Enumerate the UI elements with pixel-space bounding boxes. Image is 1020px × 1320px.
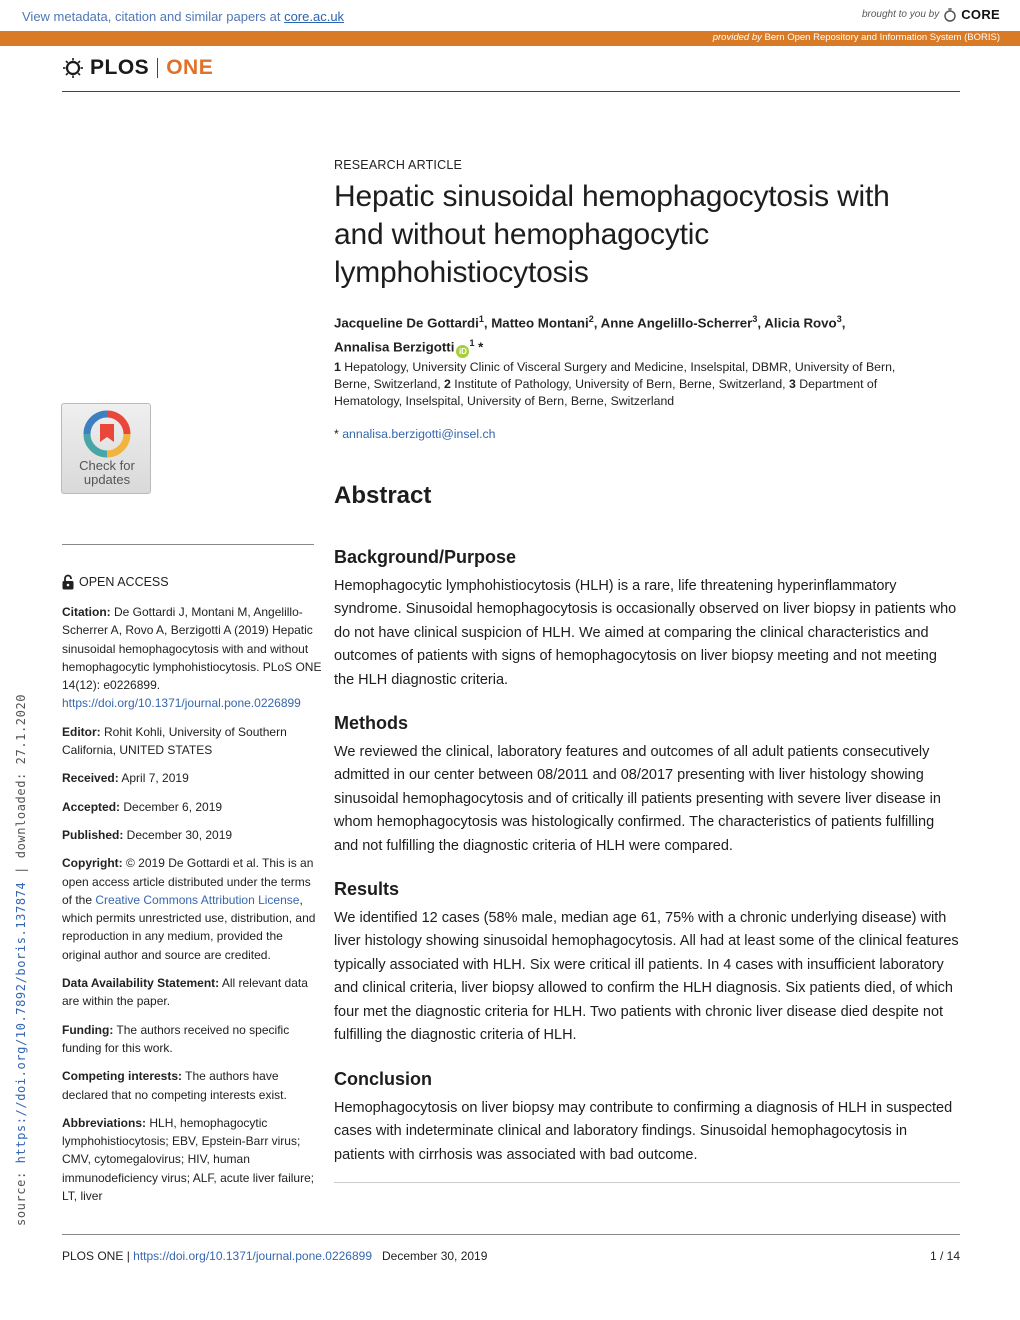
provided-by-label: provided by — [712, 32, 762, 43]
article-metadata — [62, 603, 322, 1215]
source-doi-link[interactable]: https://doi.org/10.7892/boris.137874 — [14, 881, 28, 1164]
funding-block — [62, 1021, 322, 1058]
badge-line: updates — [83, 472, 131, 487]
one-wordmark: ONE — [166, 56, 214, 79]
core-link[interactable]: core.ac.uk — [284, 9, 345, 24]
sidebar-divider — [62, 544, 314, 545]
provided-by-text — [713, 32, 1000, 43]
data-availability-label: Data Availability Statement: — [62, 976, 220, 991]
conclusion-text: Hemophagocytosis on liver biopsy may contribute to confirming a diagnosis of HLH in suspected cases with indeterminate clinical and laboratory findings. Sinusoidal hemophagocytosis in patients with cirrhosis was associated with bad outcome. — [334, 1100, 953, 1163]
core-metadata-line — [22, 9, 344, 24]
author-name[interactable]: Annalisa Berzigotti — [334, 339, 455, 355]
open-access-text: OPEN ACCESS — [79, 575, 169, 589]
lock-icon — [62, 574, 74, 590]
editor-label: Editor: — [62, 724, 101, 739]
affiliation-number: 1 — [334, 360, 341, 374]
funding-text: The authors received no specific funding for this work. — [62, 1022, 290, 1055]
author-name[interactable]: , Matteo Montani — [483, 315, 589, 331]
core-name: CORE — [961, 7, 1000, 22]
competing-interests-block — [62, 1067, 322, 1104]
core-brand[interactable] — [862, 7, 1000, 22]
abstract-divider — [334, 1182, 960, 1183]
badge-line: Check for — [79, 458, 135, 473]
affiliation-text: Department of Hematology, Inselspital, University of Bern, Berne, Switzerland — [334, 377, 878, 408]
author-name[interactable]: Jacqueline De Gottardi — [334, 315, 479, 331]
article-title: Hepatic sinusoidal hemophagocytosis with and without hemophagocytic lymphohistiocytosis — [334, 180, 890, 289]
received-block — [62, 769, 322, 787]
affiliation-number: 2 — [444, 377, 451, 391]
open-access-label — [62, 574, 169, 590]
background-text: Hemophagocytic lymphohistiocytosis (HLH) is a rare, life threatening hyperinflammatory syndrome. Sinusoidal hemophagocytosis is occasionally observed on liver biopsy in patients who do not have clinical suspicion of HLH. We aimed at comparing the clinical characteristics and outcomes of patients with signs of hemophagocytosis on liver biopsy meeting and not meeting the HLH diagnostic criteria. — [334, 578, 957, 688]
plos-wordmark: PLOS — [90, 56, 150, 79]
accepted-date: December 6, 2019 — [120, 799, 223, 814]
provided-by-source[interactable]: Bern Open Repository and Information System (BORIS) — [761, 32, 1000, 43]
methods-heading: Methods — [334, 713, 408, 733]
received-label: Received: — [62, 771, 119, 786]
competing-interests-text: The authors have declared that no competing interests exist. — [62, 1069, 287, 1102]
check-for-updates-badge[interactable] — [61, 403, 151, 494]
core-metadata-text: View metadata, citation and similar papers at — [22, 9, 285, 24]
accepted-block — [62, 798, 322, 816]
citation-block — [62, 603, 322, 713]
source-prefix: source: — [14, 1163, 28, 1226]
conclusion-heading: Conclusion — [334, 1069, 432, 1089]
footer-journal: PLOS ONE | — [62, 1249, 134, 1263]
published-block — [62, 826, 322, 844]
editor-text: Rohit Kohli, University of Southern California, UNITED STATES — [62, 724, 287, 758]
footer-date: December 30, 2019 — [382, 1249, 488, 1263]
abbreviations-block — [62, 1114, 322, 1205]
data-availability-text: All relevant data are within the paper. — [62, 976, 308, 1009]
check-for-updates-icon — [83, 410, 131, 458]
citation-label: Citation: — [62, 605, 111, 619]
results-heading: Results — [334, 879, 400, 899]
core-logo-icon — [943, 8, 957, 22]
orcid-icon[interactable]: iD — [456, 345, 469, 358]
affiliation-mark: 2 — [588, 314, 594, 324]
data-availability-block — [62, 974, 322, 1011]
brought-by-text: brought to you by — [861, 9, 940, 20]
editor-block — [62, 723, 322, 760]
email-star: * — [334, 427, 343, 441]
logo-separator — [157, 58, 158, 78]
funding-label: Funding: — [62, 1022, 114, 1037]
abbreviations-text: HLH, hemophagocytic lymphohistiocytosis; EBV, Epstein-Barr virus; CMV, cytomegalovirus; HIV, human immunodeficiency virus; ALF, acute liver failure; LT, liver — [62, 1115, 315, 1204]
abbreviations-label: Abbreviations: — [62, 1115, 147, 1130]
affiliation-text: Hepatology, University Clinic of Visceral Surgery and Medicine, Inselspital, DBMR, University of Bern, Berne, Switzerland, — [334, 360, 896, 391]
affiliation-mark: 3 — [836, 314, 842, 324]
footer-doi-link[interactable]: https://doi.org/10.1371/journal.pone.0226899 — [133, 1249, 372, 1263]
copyright-label: Copyright: — [62, 856, 123, 871]
source-stamp — [14, 694, 28, 1226]
page-number: 1 / 14 — [929, 1249, 960, 1263]
header-divider — [62, 91, 960, 92]
footer-divider — [62, 1234, 960, 1235]
page-footer — [62, 1249, 487, 1263]
copyright-text: © 2019 De Gottardi et al. This is an open access article distributed under the terms of the — [62, 856, 314, 907]
results-text: We identified 12 cases (58% male, median age 61, 75% with a chronic underlying disease) with liver histology showing sinusoidal hemophagocytosis. All had at least some of the clinical features typically associated with HLH. Six were critical ill patients. In 4 cases with insufficient laboratory and clinical criteria, liver biopsy allowed to confirm the HLH diagnosis. Six patients died, of which four met the diagnostic criteria for HLH. Two patients with chronic liver disease died despite not fulfilling the diagnostic criteria of HLH. — [334, 910, 959, 1044]
author-name[interactable]: , Anne Angelillo-Scherrer — [593, 315, 753, 331]
methods-text: We reviewed the clinical, laboratory features and outcomes of all adult patients consecutively admitted in our center between 08/2011 and 08/2017 presenting with liver histology showing sinusoidal hemophagocytosis and of critically ill patients presenting with severe liver disease in whom hemophagocytosis was histologically confirmed. The characteristics of patients fulfilling and not fulfilling the diagnostic criteria of HLH were compared. — [334, 744, 941, 854]
author-name[interactable]: , Alicia Rovo — [757, 315, 837, 331]
copyright-text: , which permits unrestricted use, distribution, and reproduction in any medium, provided the original author and source are credited. — [62, 892, 316, 962]
published-label: Published: — [62, 827, 124, 842]
citation-doi-link[interactable]: https://doi.org/10.1371/journal.pone.0226899 — [62, 696, 301, 711]
affiliation-mark: 1 — [469, 338, 475, 349]
published-date: December 30, 2019 — [123, 827, 233, 842]
corresponding-email — [334, 427, 496, 441]
accepted-label: Accepted: — [62, 799, 121, 814]
affiliation-number: 3 — [789, 377, 796, 391]
abstract-heading: Abstract — [334, 482, 432, 509]
affiliation-mark: 1 — [478, 314, 484, 324]
source-suffix: | downloaded: 27.1.2020 — [14, 693, 28, 882]
received-date: April 7, 2019 — [118, 771, 189, 786]
citation-text: De Gottardi J, Montani M, Angelillo-Scherrer A, Rovo A, Berzigotti A (2019) Hepatic sinusoidal hemophagocytosis with and without hemophagocytic lymphohistiocytosis. PLoS ONE 14(12): e0226899. — [62, 605, 322, 693]
plos-logo-icon — [62, 57, 84, 79]
affiliation-mark: 3 — [752, 314, 758, 324]
competing-interests-label: Competing interests: — [62, 1069, 183, 1084]
author-list — [334, 309, 934, 358]
article-type: RESEARCH ARTICLE — [334, 158, 463, 172]
corresponding-mark: * — [474, 339, 484, 355]
affiliation-text: Institute of Pathology, University of Bern, Berne, Switzerland, — [450, 377, 789, 391]
copyright-block — [62, 854, 322, 964]
background-heading: Background/Purpose — [334, 547, 517, 567]
check-for-updates-text — [62, 459, 152, 487]
email-link[interactable]: annalisa.berzigotti@insel.ch — [342, 427, 496, 441]
affiliations — [334, 359, 934, 410]
plos-one-logo — [62, 56, 213, 80]
license-link[interactable]: Creative Commons Attribution License — [95, 892, 300, 907]
core-banner — [0, 0, 1020, 48]
author-separator: , — [841, 315, 846, 331]
